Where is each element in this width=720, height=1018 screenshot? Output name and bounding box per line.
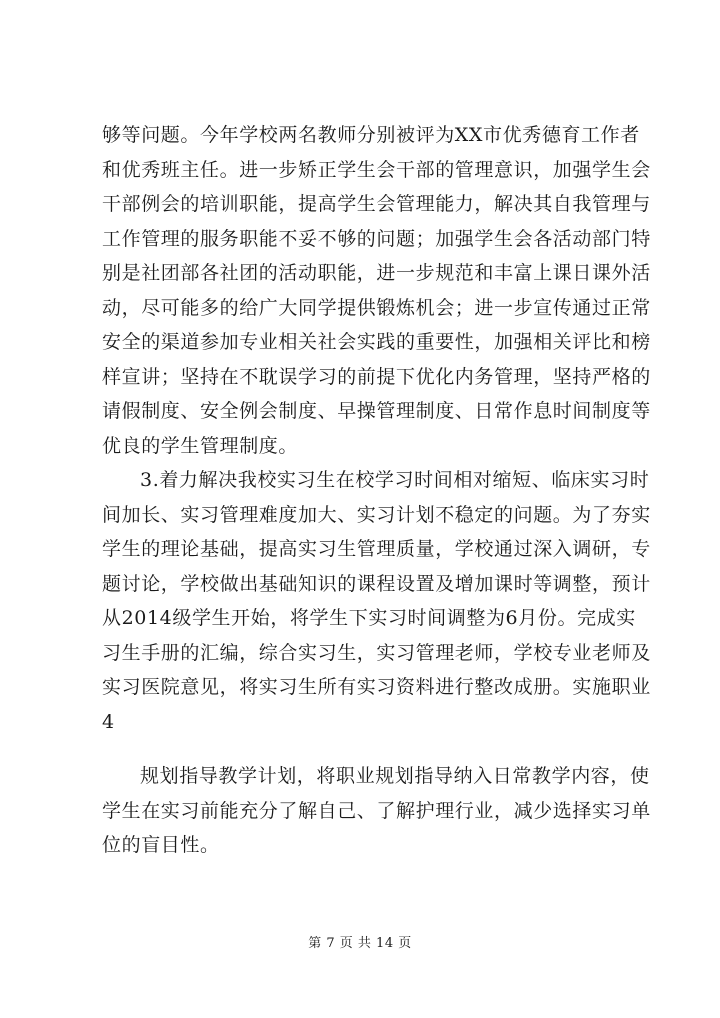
text-line: 样宣讲；坚持在不耽误学习的前提下优化内务管理，坚持严格的: [102, 365, 651, 388]
text-line: 实习医院意见，将实习生所有实习资料进行整改成册。实施职业: [102, 676, 651, 698]
text-line: 规划指导教学计划，将职业规划指导纳入日常教学内容，使: [140, 765, 650, 787]
text-line: 安全的渠道参加专业相关社会实践的重要性，加强相关评比和榜: [102, 331, 651, 353]
inline-page-number: 4: [102, 710, 115, 733]
text-line: 优良的学生管理制度。: [102, 434, 299, 457]
text-line: 学生在实习前能充分了解自己、了解护理行业，减少选择实习单: [102, 799, 651, 822]
text-line: 和优秀班主任。进一步矫正学生会干部的管理意识，加强学生会: [102, 158, 651, 181]
paragraph-2: [102, 463, 651, 739]
text-line: 3.着力解决我校实习生在校学习时间相对缩短、临床实习时: [140, 469, 650, 491]
text-line: 从2014级学生开始，将学生下实习时间调整为6月份。完成实: [102, 607, 636, 629]
paragraph-gap: [102, 739, 622, 759]
text-line: 动，尽可能多的给广大同学提供锻炼机会；进一步宣传通过正常: [102, 296, 651, 319]
paragraph-3: [102, 759, 651, 863]
text-line: 别是社团部各社团的活动职能，进一步规范和丰富上课日课外活: [102, 262, 651, 284]
text-line: 工作管理的服务职能不妥不够的问题；加强学生会各活动部门特: [102, 227, 651, 250]
text-line: 够等问题。今年学校两名教师分别被评为XX市优秀德育工作者: [102, 124, 640, 146]
text-line: 位的盲目性。: [102, 834, 220, 856]
text-line: 题讨论，学校做出基础知识的课程设置及增加课时等调整，预计: [102, 572, 651, 595]
paragraph-1: [102, 118, 651, 463]
text-line: 间加长、实习管理难度加大、实习计划不稳定的问题。为了夯实: [102, 503, 651, 526]
text-line: 习生手册的汇编，综合实习生，实习管理老师，学校专业老师及: [102, 641, 651, 664]
text-line: 干部例会的培训职能，提高学生会管理能力，解决其自我管理与: [102, 193, 651, 215]
document-body: [102, 118, 651, 863]
page-footer: 第 7 页 共 14 页: [308, 936, 412, 951]
text-line: 学生的理论基础，提高实习生管理质量，学校通过深入调研，专: [102, 538, 651, 560]
text-line: 请假制度、安全例会制度、早操管理制度、日常作息时间制度等: [102, 400, 651, 422]
